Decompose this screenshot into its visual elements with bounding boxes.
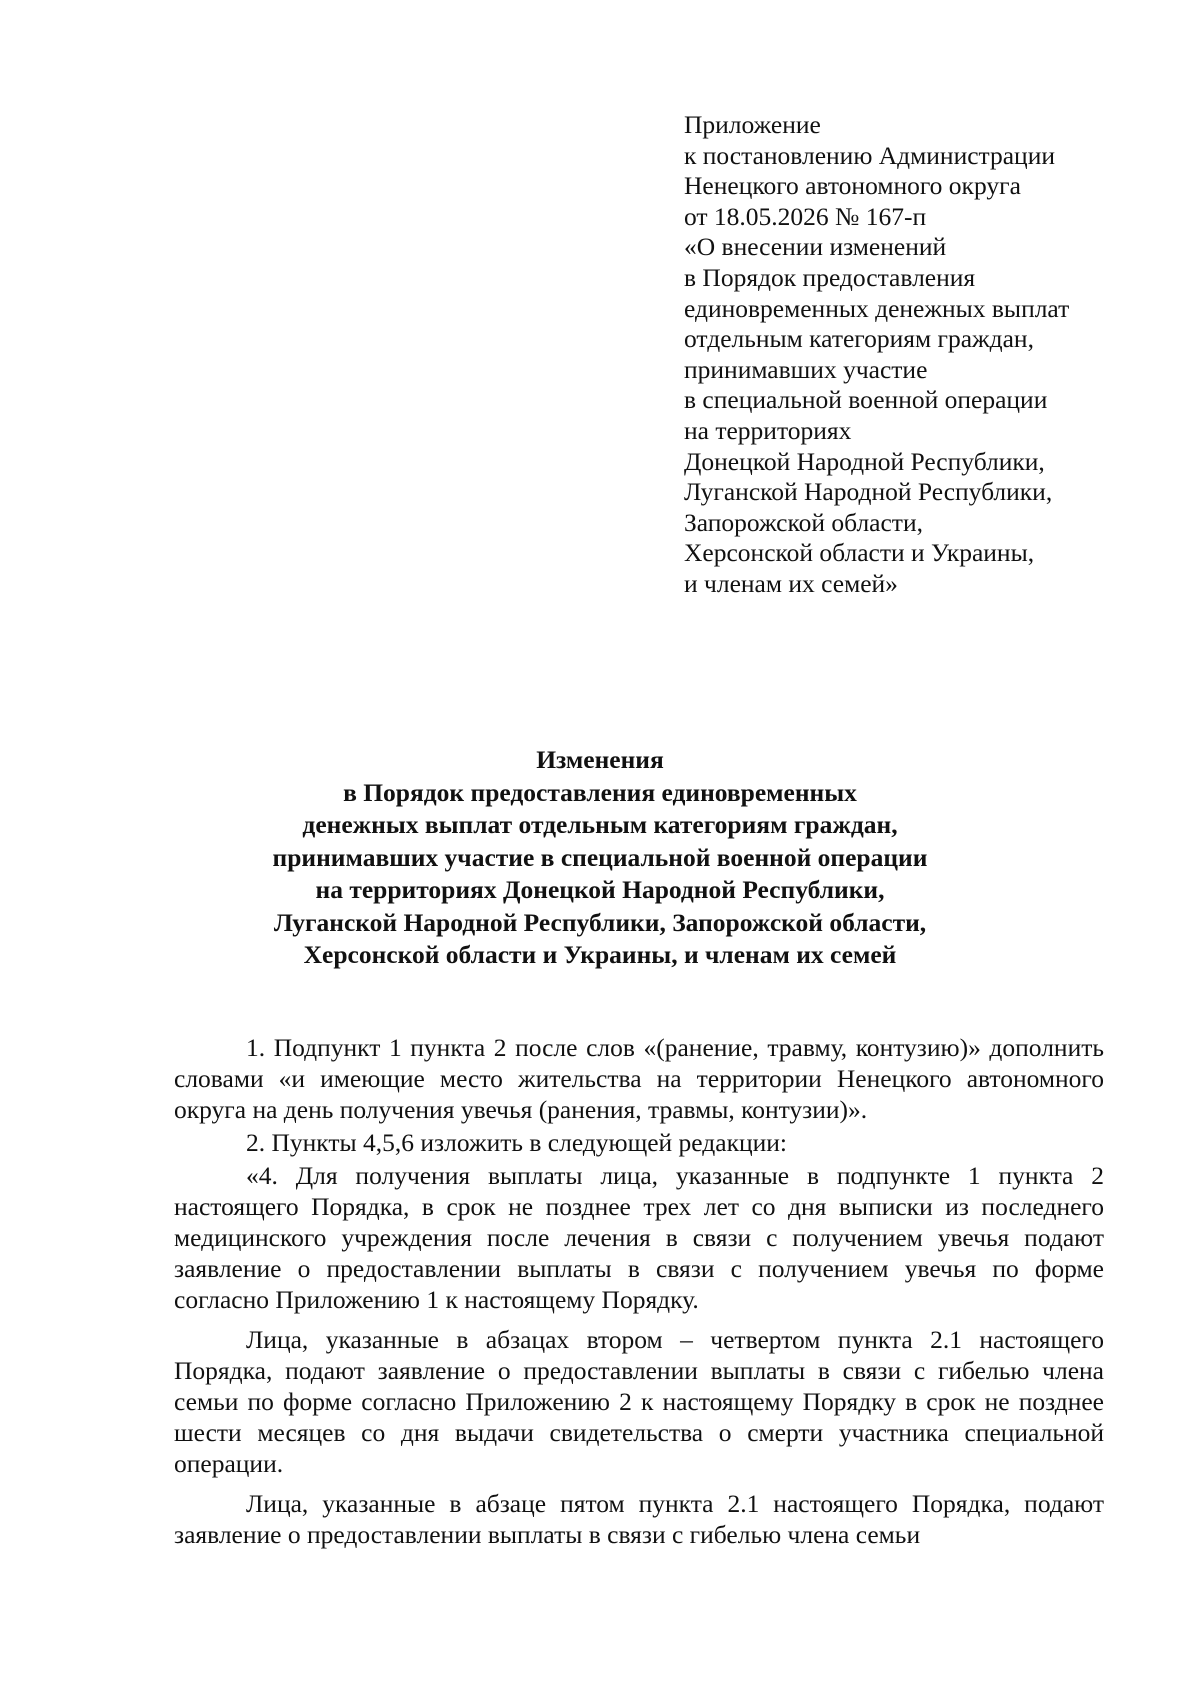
appendix-line: Донецкой Народной Республики,	[684, 446, 1045, 476]
appendix-header	[684, 110, 1164, 600]
body-paragraph: 2. Пункты 4,5,6 изложить в следующей редакции:	[246, 1128, 787, 1157]
appendix-line: принимавших участие	[684, 354, 928, 384]
title-line: принимавших участие в специальной военной операции	[272, 842, 928, 872]
appendix-line: отдельным категориям граждан,	[684, 324, 1034, 354]
appendix-line: «О внесении изменений	[684, 232, 947, 262]
title-line: в Порядок предоставления единовременных	[343, 777, 857, 807]
appendix-line: единовременных денежных выплат	[684, 293, 1070, 323]
body-paragraph: Лица, указанные в абзацах втором – четвертом пункта 2.1 настоящего Порядка, подают заявление о предоставлении выплаты в связи с гибелью члена семьи по форме согласно Приложению 2 к настоящему Порядку в срок не позднее шести месяцев со дня выдачи свидетельства о смерти участника специальной операции.	[174, 1325, 1104, 1478]
appendix-line: и членам их семей»	[684, 568, 898, 598]
document-title	[150, 744, 1050, 972]
appendix-line: Ненецкого автономного округа	[684, 171, 1021, 201]
title-line: на территориях Донецкой Народной Республики,	[315, 875, 885, 904]
appendix-line: Запорожской области,	[684, 507, 923, 537]
title-line: Изменения	[536, 745, 664, 774]
body-paragraph: 1. Подпункт 1 пункта 2 после слов «(ранение, травму, контузию)» дополнить словами «и имеющие место жительства на территории Ненецкого автономного округа на день получения увечья (ранения, травмы, контузии)».	[174, 1033, 1104, 1124]
appendix-line: Приложение	[684, 110, 821, 139]
appendix-line: Луганской Народной Республики,	[684, 477, 1053, 507]
appendix-line: к постановлению Администрации	[684, 140, 1055, 170]
appendix-line: от 18.05.2026 № 167-п	[684, 201, 927, 231]
title-line: Луганской Народной Республики, Запорожской области,	[273, 907, 927, 937]
body-paragraph: «4. Для получения выплаты лица, указанные в подпункте 1 пункта 2 настоящего Порядка, в срок не позднее трех лет со дня выписки из последнего медицинского учреждения после лечения в связи с получением увечья подают заявление о предоставлении выплаты в связи с получением увечья по форме согласно Приложению 1 к настоящему Порядку.	[174, 1161, 1104, 1314]
appendix-line: на территориях	[684, 415, 852, 445]
title-line: денежных выплат отдельным категориям граждан,	[302, 810, 898, 839]
title-line: Херсонской области и Украины, и членам их семей	[303, 940, 897, 969]
document-body	[174, 1032, 1104, 1550]
appendix-line: Херсонской области и Украины,	[684, 538, 1035, 568]
body-paragraph: Лица, указанные в абзаце пятом пункта 2.1 настоящего Порядка, подают заявление о предоставлении выплаты в связи с гибелью члена семьи	[174, 1489, 1104, 1549]
appendix-line: в специальной военной операции	[684, 385, 1048, 415]
appendix-line: в Порядок предоставления	[684, 262, 976, 292]
